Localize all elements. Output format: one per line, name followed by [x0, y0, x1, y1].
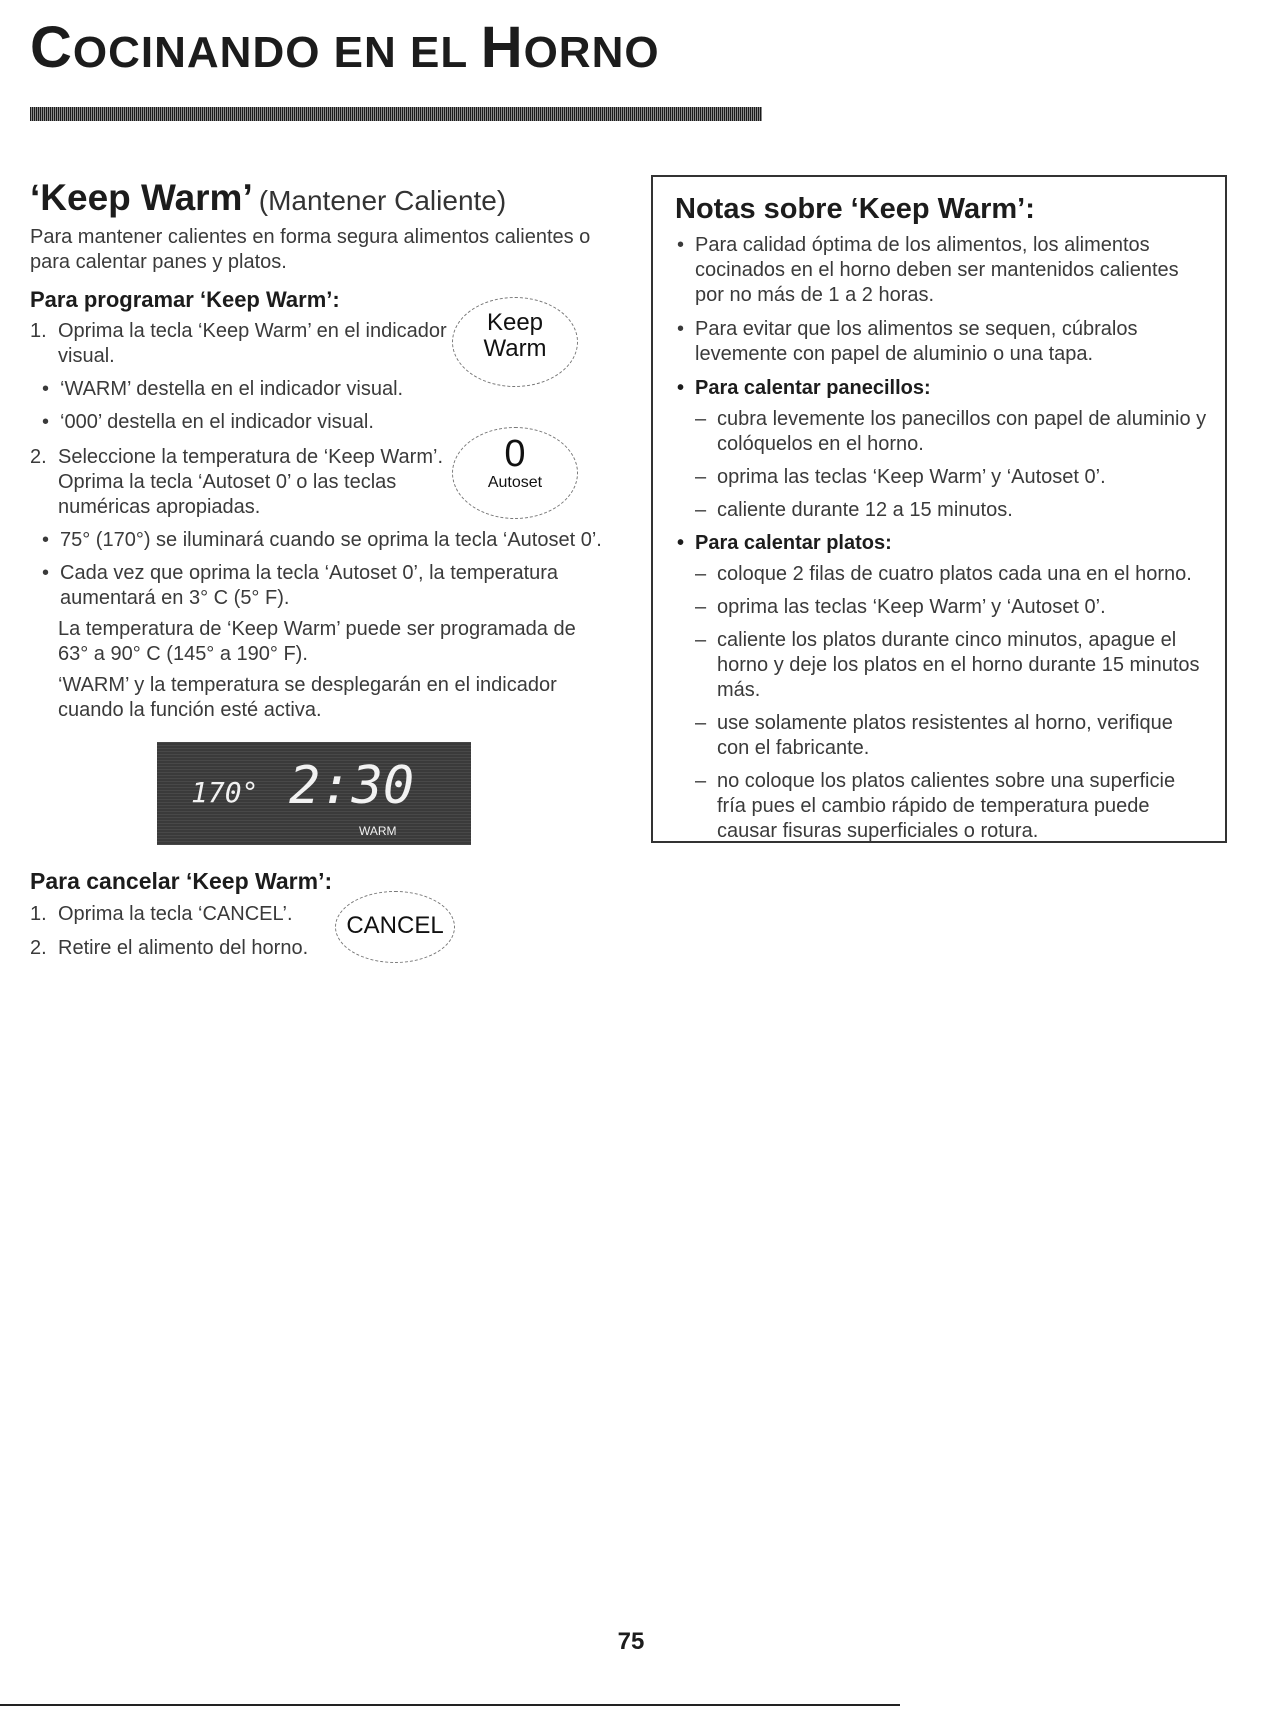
step-text: Oprima la tecla ‘CANCEL’. — [58, 903, 293, 925]
notes-title: Notas sobre ‘Keep Warm’: — [675, 193, 1035, 225]
section-title — [30, 176, 610, 223]
rolls-item: – cubra levemente los panecillos con papel de aluminio y colóquelos en el horno. — [675, 407, 1207, 457]
title-part: H — [480, 15, 524, 80]
rolls-item: – caliente durante 12 a 15 minutos. — [675, 498, 1207, 523]
notes-box — [651, 175, 1227, 843]
notes-bullet: • Para calidad óptima de los alimentos, los alimentos cocinados en el horno deben ser mantenidos calientes por no más de 1 a 2 horas. — [675, 233, 1207, 308]
plates-item: – oprima las teclas ‘Keep Warm’ y ‘Autoset 0’. — [675, 595, 1207, 620]
step-text: Oprima la tecla ‘Keep Warm’ en el indicador visual. — [58, 320, 447, 367]
plates-item: – no coloque los platos calientes sobre una superficie fría pues el cambio rápido de temperatura puede causar fisuras superficiales o rotura. — [675, 769, 1207, 844]
keep-key-line1: Keep — [486, 309, 544, 336]
cancel-key-label: CANCEL — [346, 912, 444, 939]
rolls-heading: • Para calentar panecillos: — [675, 376, 1207, 401]
program-step-2 — [30, 445, 468, 520]
bottom-rule — [0, 1704, 900, 1706]
title-part: EL — [410, 28, 481, 77]
autoset-key-label: Autoset — [487, 474, 543, 491]
step-text: Seleccione la temperatura de ‘Keep Warm’. Oprima la tecla ‘Autoset 0’ o las teclas numéricas apropiadas. — [58, 446, 443, 518]
range-paragraph: La temperatura de ‘Keep Warm’ puede ser programada de 63° a 90° C (145° a 190° F). — [58, 618, 576, 665]
title-part: OCINANDO — [72, 28, 334, 77]
step-1-bullet: • ‘WARM’ destella en el indicador visual. — [30, 377, 610, 402]
keep-key-line2: Warm — [483, 335, 547, 362]
program-heading: Para programar ‘Keep Warm’: — [30, 287, 340, 312]
title-part: EN — [333, 28, 411, 77]
plates-heading: • Para calentar platos: — [675, 531, 1207, 556]
cancel-key[interactable] — [335, 891, 455, 963]
step-number: 2. — [30, 937, 47, 959]
display-time: 2:30 — [289, 756, 415, 816]
plates-item: – use solamente platos resistentes al horno, verifique con el fabricante. — [675, 711, 1207, 761]
notes-bullet: • Para evitar que los alimentos se sequen, cúbralos levemente con papel de aluminio o una tapa. — [675, 317, 1207, 367]
display-mode: WARM — [359, 824, 397, 838]
title-part: C — [30, 15, 73, 80]
display-paragraph: ‘WARM’ y la temperatura se desplegarán en el indicador cuando la función esté activa. — [58, 674, 557, 721]
step-text: Retire el alimento del horno. — [58, 937, 309, 959]
step-number: 1. — [30, 903, 47, 925]
plates-item: – coloque 2 filas de cuatro platos cada una en el horno. — [675, 562, 1207, 587]
step-2-bullet: • Cada vez que oprima la tecla ‘Autoset 0’, la temperatura aumentará en 3° C (5° F). — [30, 561, 610, 611]
step-number: 1. — [30, 320, 47, 342]
autoset-key[interactable] — [452, 427, 578, 519]
section-title-text: ‘Keep Warm’ — [30, 177, 253, 218]
section-subtitle: (Mantener Caliente) — [258, 185, 507, 216]
step-number: 2. — [30, 446, 47, 468]
title-underline — [30, 107, 762, 121]
autoset-key-digit: 0 — [504, 433, 526, 475]
program-step-1 — [30, 319, 458, 369]
page-title — [30, 14, 660, 81]
rolls-item: – oprima las teclas ‘Keep Warm’ y ‘Autoset 0’. — [675, 465, 1207, 490]
step-1-bullet: • ‘000’ destella en el indicador visual. — [30, 410, 610, 435]
oven-display — [157, 742, 471, 845]
page-number: 75 — [617, 1628, 645, 1655]
keep-warm-key[interactable] — [452, 297, 578, 387]
title-part: ORNO — [523, 28, 660, 77]
display-temperature: 170° — [191, 776, 259, 809]
plates-item: – caliente los platos durante cinco minutos, apague el horno y deje los platos en el horno durante 15 minutos más. — [675, 628, 1207, 703]
cancel-heading: Para cancelar ‘Keep Warm’: — [30, 868, 333, 894]
step-2-bullet: • 75° (170°) se iluminará cuando se oprima la tecla ‘Autoset 0’. — [30, 528, 610, 553]
intro-paragraph: Para mantener calientes en forma segura alimentos calientes o para calentar panes y platos. — [30, 226, 591, 273]
